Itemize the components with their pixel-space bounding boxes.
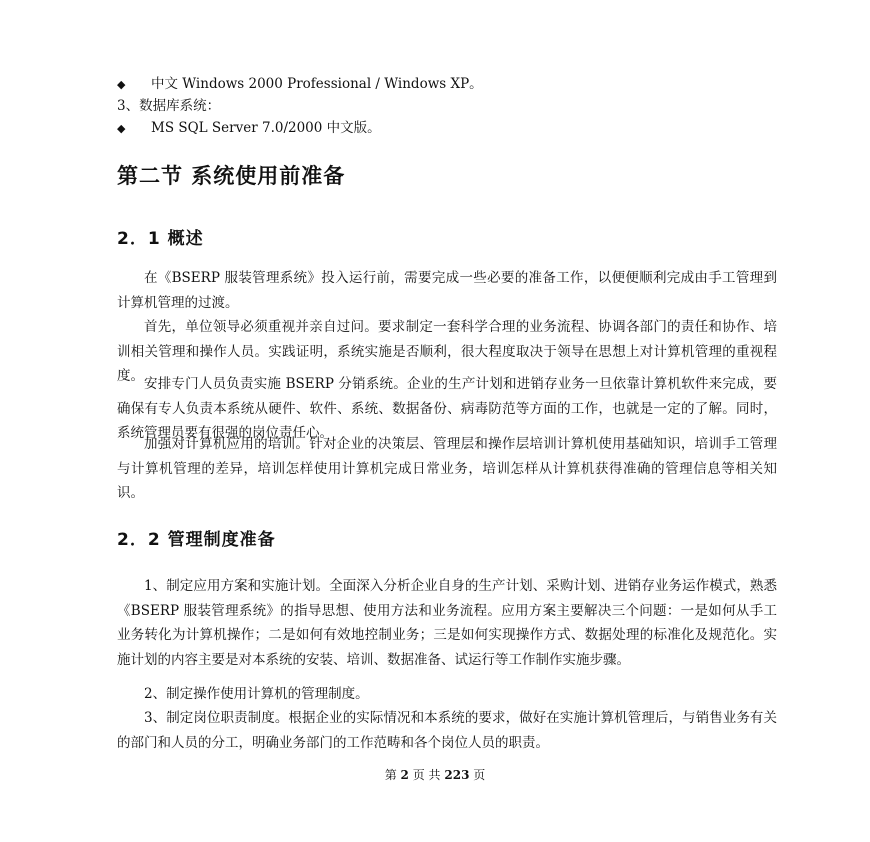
paragraph: 加强对计算机应用的培训。针对企业的决策层、管理层和操作层培训计算机使用基础知识，培训手工管理与计算机管理的差异，培训怎样使用计算机完成日常业务，培训怎样从计算机获得准确的管理信息等相关知识。 [117, 436, 777, 501]
paragraph: 首先，单位领导必须重视并亲自过问。要求制定一套科学合理的业务流程、协调各部门的责任和协作、培训相关管理和操作人员。实践证明，系统实施是否顺利，很大程度取决于领导在思想上对计算机管理的重视程度。 [117, 319, 777, 384]
page-footer: 第 2 页 共 223 页 [384, 768, 486, 782]
diamond-bullet-icon: ◆ [117, 122, 126, 135]
page-number: 2 [400, 768, 409, 782]
bullet-item-sqlserver: ◆ MS SQL Server 7.0/2000 中文版。 [117, 118, 381, 139]
page-total: 223 [444, 768, 470, 782]
diamond-bullet-icon: ◆ [117, 78, 126, 91]
subsection-title-overview: 2．1 概述 [117, 229, 204, 249]
paragraph: 安排专门人员负责实施 BSERP 分销系统。企业的生产计划和进销存业务一旦依靠计算机软件来完成，要确保有专人负责本系统从硬件、软件、系统、数据备份、病毒防范等方面的工作，也就是一定的了解。同时，系统管理员要有很强的岗位责任心。 [117, 376, 777, 441]
paragraph: 3、制定岗位职责制度。根据企业的实际情况和本系统的要求，做好在实施计算机管理后，与销售业务有关的部门和人员的分工，明确业务部门的工作范畴和各个岗位人员的职责。 [117, 710, 777, 751]
bullet-item-os: ◆ 中文 Windows 2000 Professional / Windows XP。 [117, 74, 483, 95]
subsection-title-management: 2．2 管理制度准备 [117, 530, 276, 550]
paragraph: 在《BSERP 服装管理系统》投入运行前，需要完成一些必要的准备工作，以便便顺利完成由手工管理到计算机管理的过渡。 [117, 270, 777, 311]
paragraph: 1、制定应用方案和实施计划。全面深入分析企业自身的生产计划、采购计划、进销存业务运作模式，熟悉《BSERP 服装管理系统》的指导思想、使用方法和业务流程。应用方案主要解决三个问题：一是如何从手工业务转化为计算机操作；二是如何有效地控制业务；三是如何实现操作方式、数据处理的标准化及规范化。实施计划的内容主要是对本系统的安装、培训、数据准备、试运行等工作制作实施步骤。 [117, 578, 777, 668]
section-title: 第二节 系统使用前准备 [117, 164, 346, 188]
paragraph: 2、制定操作使用计算机的管理制度。 [144, 686, 369, 702]
list-item-database: 3、数据库系统： [117, 98, 221, 114]
